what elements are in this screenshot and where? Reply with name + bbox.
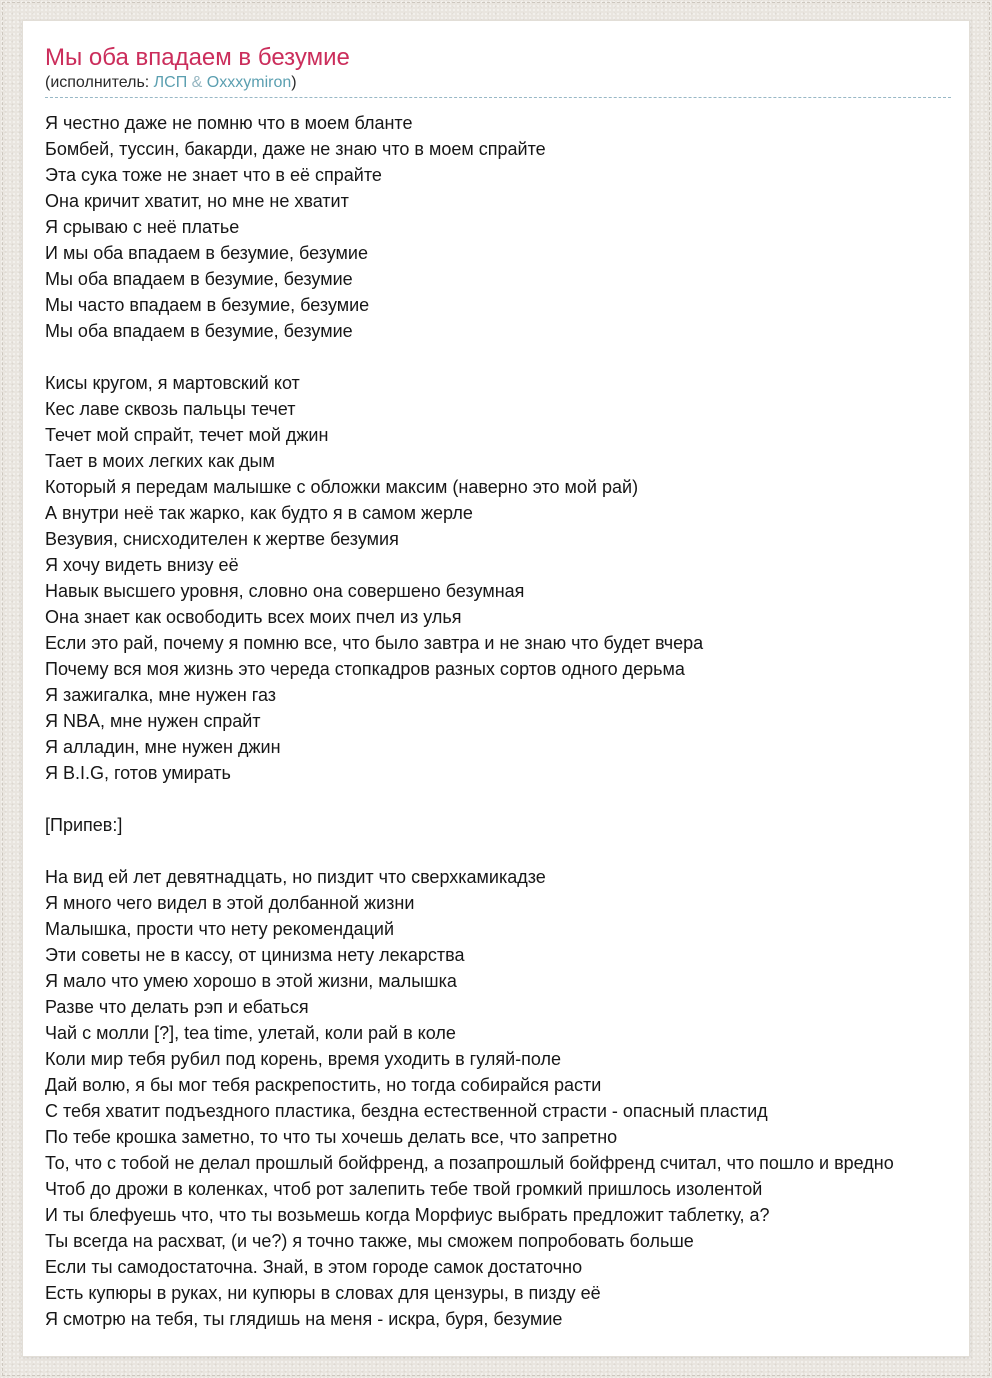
lyric-line: То, что с тобой не делал прошлый бойфренд, а позапрошлый бойфренд считал, что пошло и вредно (45, 1153, 894, 1173)
lyric-line: И мы оба впадаем в безумие, безумие (45, 243, 368, 263)
lyric-line: С тебя хватит подъездного пластика, бездна естественной страсти - опасный пластид (45, 1101, 768, 1121)
lyric-line: Я честно даже не помню что в моем бланте (45, 113, 413, 133)
lyric-line: Ты всегда на расхват, (и че?) я точно также, мы сможем попробовать больше (45, 1231, 694, 1251)
lyric-line: Она знает как освободить всех моих пчел из улья (45, 607, 462, 627)
lyric-line: Я NBA, мне нужен спрайт (45, 711, 261, 731)
lyric-line: Если ты самодостаточна. Знай, в этом городе самок достаточно (45, 1257, 583, 1277)
lyric-line: Я зажигалка, мне нужен газ (45, 685, 277, 705)
lyric-line: Почему вся моя жизнь это череда стопкадров разных сортов одного дерьма (45, 659, 685, 679)
artist-label-suffix: ) (291, 74, 297, 91)
lyric-line: [Припев:] (45, 815, 123, 835)
lyric-line: А внутри неё так жарко, как будто я в самом жерле (45, 503, 473, 523)
lyric-line: Я мало что умею хорошо в этой жизни, малышка (45, 971, 457, 991)
lyric-line: Чай с молли [?], tea time, улетай, коли рай в коле (45, 1023, 456, 1043)
lyric-line: И ты блефуешь что, что ты возьмешь когда Морфиус выбрать предложит таблетку, а? (45, 1205, 770, 1225)
lyric-line: Тает в моих легких как дым (45, 451, 275, 471)
lyric-line: Эти советы не в кассу, от цинизма нету лекарства (45, 945, 465, 965)
lyric-line: Я B.I.G, готов умирать (45, 763, 231, 783)
lyric-line: Я хочу видеть внизу её (45, 555, 239, 575)
artist-line (45, 74, 951, 98)
artist-ampersand: & (187, 74, 207, 91)
lyric-line: Мы оба впадаем в безумие, безумие (45, 269, 353, 289)
page-title: Мы оба впадаем в безумие (45, 44, 350, 71)
lyric-line: Мы часто впадаем в безумие, безумие (45, 295, 370, 315)
lyric-line: Везувия, снисходителен к жертве безумия (45, 529, 399, 549)
lyrics-card (22, 20, 970, 1357)
lyric-blank-line (45, 786, 951, 812)
lyric-blank-line (45, 344, 951, 370)
artist-label: (исполнитель: (45, 74, 154, 91)
lyric-line: Дай волю, я бы мог тебя раскрепостить, но тогда собирайся расти (45, 1075, 602, 1095)
lyric-line: По тебе крошка заметно, то что ты хочешь делать все, что запретно (45, 1127, 618, 1147)
lyric-line: Я алладин, мне нужен джин (45, 737, 281, 757)
lyric-line: Если это рай, почему я помню все, что было завтра и не знаю что будет вчера (45, 633, 704, 653)
lyric-line: Разве что делать рэп и ебаться (45, 997, 309, 1017)
lyrics-text (45, 110, 951, 1332)
lyric-line: Я много чего видел в этой долбанной жизни (45, 893, 415, 913)
lyric-blank-line (45, 838, 951, 864)
lyric-line: Я срываю с неё платье (45, 217, 240, 237)
lyric-line: Эта сука тоже не знает что в её спрайте (45, 165, 382, 185)
lyric-line: Есть купюры в руках, ни купюры в словах для цензуры, в пизду её (45, 1283, 601, 1303)
lyric-line: На вид ей лет девятнадцать, но пиздит что сверхкамикадзе (45, 867, 546, 887)
lyric-line: Кес лаве сквозь пальцы течет (45, 399, 296, 419)
lyric-line: Навык высшего уровня, словно она совершено безумная (45, 581, 525, 601)
lyric-line: Чтоб до дрожи в коленках, чтоб рот залепить тебе твой громкий пришлось изолентой (45, 1179, 763, 1199)
lyric-line: Мы оба впадаем в безумие, безумие (45, 321, 353, 341)
lyric-line: Кисы кругом, я мартовский кот (45, 373, 300, 393)
lyric-line: Малышка, прости что нету рекомендаций (45, 919, 395, 939)
lyric-line: Бомбей, туссин, бакарди, даже не знаю что в моем спрайте (45, 139, 546, 159)
lyric-line: Она кричит хватит, но мне не хватит (45, 191, 349, 211)
artist-link-oxxxymiron[interactable]: Oxxxymiron (206, 74, 292, 91)
lyric-line: Я смотрю на тебя, ты глядишь на меня - искра, буря, безумие (45, 1309, 563, 1329)
lyric-line: Который я передам малышке с обложки максим (наверно это мой рай) (45, 477, 639, 497)
artist-link-lsp[interactable]: ЛСП (153, 74, 188, 91)
lyric-line: Течет мой спрайт, течет мой джин (45, 425, 329, 445)
lyric-line: Коли мир тебя рубил под корень, время уходить в гуляй-поле (45, 1049, 561, 1069)
